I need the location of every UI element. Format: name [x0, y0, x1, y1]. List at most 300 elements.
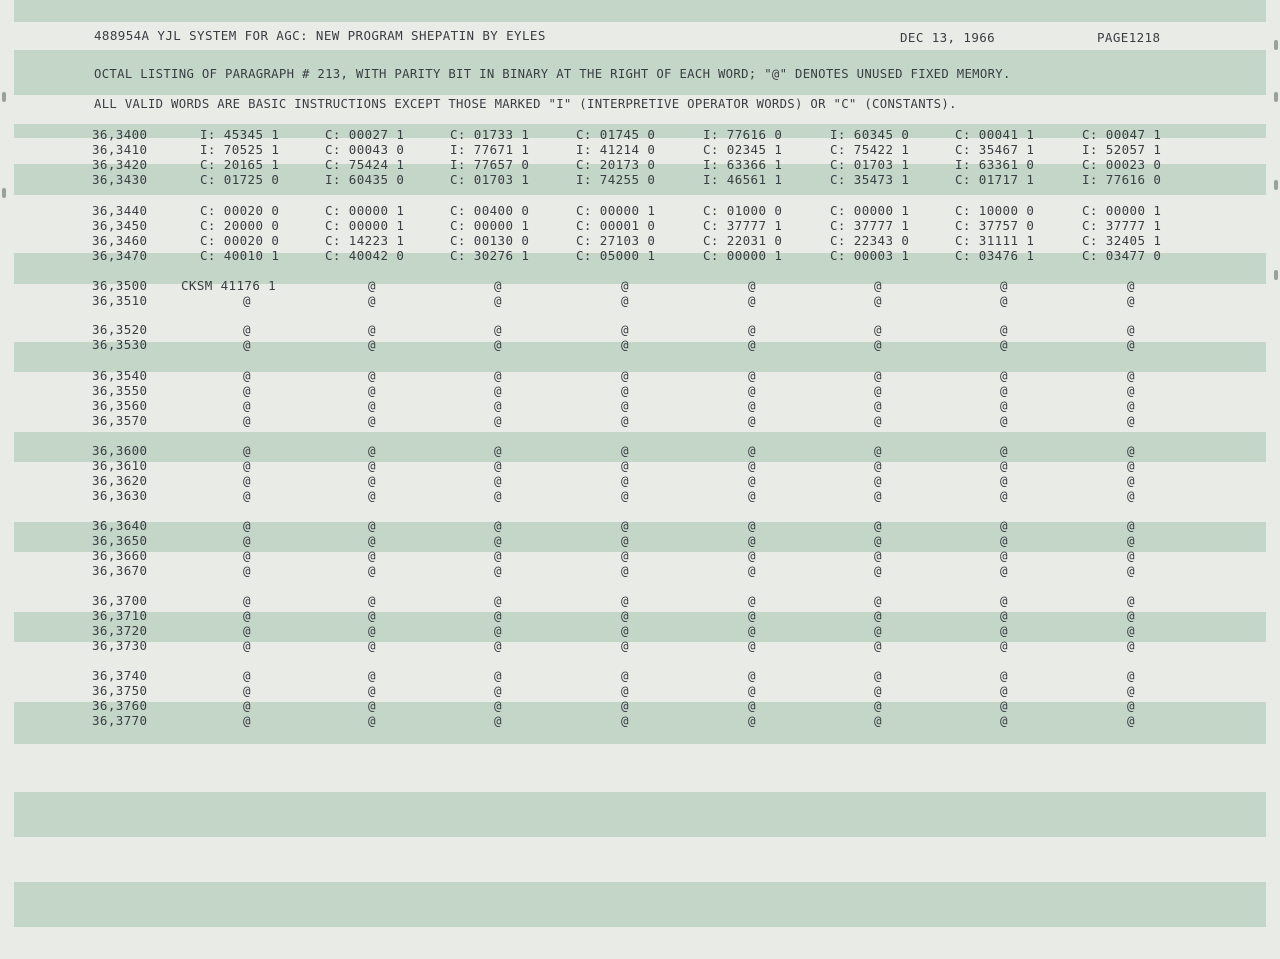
unused-word: @ — [621, 713, 629, 728]
unused-word: @ — [1127, 322, 1135, 337]
memory-word: C: 37777 1 — [1082, 218, 1162, 233]
memory-word: C: 02345 1 — [703, 142, 783, 157]
unused-word: @ — [1127, 638, 1135, 653]
memory-word: C: 40042 0 — [325, 248, 405, 263]
memory-word: C: 03477 0 — [1082, 248, 1162, 263]
unused-word: @ — [494, 683, 502, 698]
unused-word: @ — [874, 488, 882, 503]
memory-word: I: 77671 1 — [450, 142, 530, 157]
unused-word: @ — [1000, 337, 1008, 352]
unused-word: @ — [243, 322, 251, 337]
memory-word: I: 74255 0 — [576, 172, 656, 187]
unused-word: @ — [243, 473, 251, 488]
memory-word: C: 75422 1 — [830, 142, 910, 157]
unused-word: @ — [494, 608, 502, 623]
memory-word: C: 00023 0 — [1082, 157, 1162, 172]
unused-word: @ — [494, 593, 502, 608]
unused-word: @ — [874, 458, 882, 473]
unused-word: @ — [243, 668, 251, 683]
memory-word: C: 00000 1 — [576, 203, 656, 218]
unused-word: @ — [1127, 293, 1135, 308]
unused-word: @ — [494, 413, 502, 428]
memory-word: C: 30276 1 — [450, 248, 530, 263]
row-address: 36,3660 — [92, 548, 148, 563]
memory-word: C: 00130 0 — [450, 233, 530, 248]
memory-word: C: 32405 1 — [1082, 233, 1162, 248]
unused-word: @ — [243, 488, 251, 503]
unused-word: @ — [368, 608, 376, 623]
unused-word: @ — [874, 518, 882, 533]
unused-word: @ — [1000, 293, 1008, 308]
unused-word: @ — [874, 398, 882, 413]
row-address: 36,3750 — [92, 683, 148, 698]
unused-word: @ — [368, 337, 376, 352]
green-band — [14, 522, 1266, 552]
unused-word: @ — [748, 593, 756, 608]
feed-hole-icon — [1274, 40, 1278, 50]
memory-word: C: 00000 1 — [325, 203, 405, 218]
memory-word: C: 14223 1 — [325, 233, 405, 248]
memory-word: C: 01000 0 — [703, 203, 783, 218]
unused-word: @ — [1000, 473, 1008, 488]
unused-word: @ — [494, 518, 502, 533]
unused-word: @ — [621, 293, 629, 308]
unused-word: @ — [874, 293, 882, 308]
unused-word: @ — [1000, 368, 1008, 383]
unused-word: @ — [368, 533, 376, 548]
unused-word: @ — [1127, 368, 1135, 383]
unused-word: @ — [368, 383, 376, 398]
unused-word: @ — [748, 713, 756, 728]
unused-word: @ — [621, 563, 629, 578]
memory-word: C: 01745 0 — [576, 127, 656, 142]
memory-word: C: 01703 1 — [830, 157, 910, 172]
unused-word: @ — [494, 443, 502, 458]
unused-word: @ — [748, 608, 756, 623]
unused-word: @ — [1000, 413, 1008, 428]
checksum-word: CKSM 41176 1 — [181, 278, 277, 293]
unused-word: @ — [1127, 563, 1135, 578]
unused-word: @ — [874, 337, 882, 352]
unused-word: @ — [621, 638, 629, 653]
memory-word: C: 40010 1 — [200, 248, 280, 263]
job-title: 488954A YJL SYSTEM FOR AGC: NEW PROGRAM SHEPATIN BY EYLES — [94, 28, 546, 43]
unused-word: @ — [621, 398, 629, 413]
row-address: 36,3420 — [92, 157, 148, 172]
unused-word: @ — [874, 443, 882, 458]
row-address: 36,3560 — [92, 398, 148, 413]
unused-word: @ — [1000, 608, 1008, 623]
memory-word: C: 31111 1 — [955, 233, 1035, 248]
memory-word: I: 52057 1 — [1082, 142, 1162, 157]
unused-word: @ — [1127, 337, 1135, 352]
unused-word: @ — [1000, 458, 1008, 473]
memory-word: C: 03476 1 — [955, 248, 1035, 263]
memory-word: C: 00001 0 — [576, 218, 656, 233]
row-address: 36,3500 — [92, 278, 148, 293]
unused-word: @ — [748, 638, 756, 653]
unused-word: @ — [243, 563, 251, 578]
row-address: 36,3550 — [92, 383, 148, 398]
memory-word: C: 20173 0 — [576, 157, 656, 172]
unused-word: @ — [1000, 443, 1008, 458]
memory-word: C: 37777 1 — [703, 218, 783, 233]
feed-hole-icon — [2, 188, 6, 198]
unused-word: @ — [621, 593, 629, 608]
unused-word: @ — [243, 398, 251, 413]
unused-word: @ — [621, 368, 629, 383]
unused-word: @ — [748, 668, 756, 683]
memory-word: I: 63366 1 — [703, 157, 783, 172]
unused-word: @ — [874, 698, 882, 713]
unused-word: @ — [494, 668, 502, 683]
row-address: 36,3640 — [92, 518, 148, 533]
unused-word: @ — [1000, 668, 1008, 683]
unused-word: @ — [1000, 698, 1008, 713]
row-address: 36,3440 — [92, 203, 148, 218]
unused-word: @ — [1000, 383, 1008, 398]
unused-word: @ — [243, 337, 251, 352]
unused-word: @ — [243, 443, 251, 458]
unused-word: @ — [621, 548, 629, 563]
unused-word: @ — [748, 398, 756, 413]
unused-word: @ — [621, 608, 629, 623]
memory-word: C: 05000 1 — [576, 248, 656, 263]
memory-word: C: 00000 1 — [325, 218, 405, 233]
unused-word: @ — [494, 368, 502, 383]
row-address: 36,3470 — [92, 248, 148, 263]
unused-word: @ — [243, 623, 251, 638]
unused-word: @ — [494, 278, 502, 293]
green-band — [14, 702, 1266, 744]
memory-word: C: 01717 1 — [955, 172, 1035, 187]
unused-word: @ — [621, 443, 629, 458]
unused-word: @ — [748, 368, 756, 383]
memory-word: C: 37757 0 — [955, 218, 1035, 233]
unused-word: @ — [1000, 683, 1008, 698]
unused-word: @ — [621, 698, 629, 713]
memory-word: C: 01703 1 — [450, 172, 530, 187]
unused-word: @ — [494, 488, 502, 503]
unused-word: @ — [494, 698, 502, 713]
unused-word: @ — [243, 683, 251, 698]
row-address: 36,3400 — [92, 127, 148, 142]
green-band — [14, 882, 1266, 927]
unused-word: @ — [748, 413, 756, 428]
unused-word: @ — [368, 563, 376, 578]
unused-word: @ — [621, 383, 629, 398]
unused-word: @ — [1127, 458, 1135, 473]
unused-word: @ — [368, 518, 376, 533]
memory-word: C: 00000 1 — [1082, 203, 1162, 218]
unused-word: @ — [621, 413, 629, 428]
unused-word: @ — [874, 563, 882, 578]
row-address: 36,3730 — [92, 638, 148, 653]
unused-word: @ — [1127, 398, 1135, 413]
memory-word: C: 00000 1 — [830, 203, 910, 218]
unused-word: @ — [368, 488, 376, 503]
unused-word: @ — [368, 593, 376, 608]
unused-word: @ — [494, 337, 502, 352]
memory-word: I: 63361 0 — [955, 157, 1035, 172]
row-address: 36,3670 — [92, 563, 148, 578]
row-address: 36,3430 — [92, 172, 148, 187]
memory-word: C: 20165 1 — [200, 157, 280, 172]
unused-word: @ — [1000, 713, 1008, 728]
feed-hole-icon — [1274, 270, 1278, 280]
unused-word: @ — [494, 293, 502, 308]
unused-word: @ — [1127, 278, 1135, 293]
unused-word: @ — [748, 293, 756, 308]
row-address: 36,3740 — [92, 668, 148, 683]
unused-word: @ — [243, 533, 251, 548]
row-address: 36,3520 — [92, 322, 148, 337]
row-address: 36,3450 — [92, 218, 148, 233]
unused-word: @ — [748, 488, 756, 503]
legend-line-1: OCTAL LISTING OF PARAGRAPH # 213, WITH PARITY BIT IN BINARY AT THE RIGHT OF EACH WORD; "@" DENOTES UNUSED FIXED MEMORY. — [94, 67, 1011, 81]
row-address: 36,3700 — [92, 593, 148, 608]
unused-word: @ — [1127, 443, 1135, 458]
memory-word: C: 00400 0 — [450, 203, 530, 218]
memory-word: I: 60435 0 — [325, 172, 405, 187]
unused-word: @ — [368, 458, 376, 473]
unused-word: @ — [494, 322, 502, 337]
unused-word: @ — [1000, 593, 1008, 608]
memory-word: C: 10000 0 — [955, 203, 1035, 218]
unused-word: @ — [243, 413, 251, 428]
unused-word: @ — [621, 533, 629, 548]
unused-word: @ — [368, 368, 376, 383]
feed-hole-icon — [1274, 92, 1278, 102]
unused-word: @ — [748, 518, 756, 533]
unused-word: @ — [748, 443, 756, 458]
unused-word: @ — [874, 322, 882, 337]
memory-word: C: 35467 1 — [955, 142, 1035, 157]
memory-word: C: 00000 1 — [450, 218, 530, 233]
unused-word: @ — [874, 368, 882, 383]
memory-word: C: 01725 0 — [200, 172, 280, 187]
unused-word: @ — [748, 533, 756, 548]
row-address: 36,3600 — [92, 443, 148, 458]
unused-word: @ — [1000, 623, 1008, 638]
unused-word: @ — [874, 533, 882, 548]
unused-word: @ — [621, 518, 629, 533]
unused-word: @ — [1127, 593, 1135, 608]
unused-word: @ — [1127, 488, 1135, 503]
unused-word: @ — [494, 623, 502, 638]
unused-word: @ — [874, 593, 882, 608]
unused-word: @ — [621, 623, 629, 638]
unused-word: @ — [494, 458, 502, 473]
unused-word: @ — [1127, 668, 1135, 683]
unused-word: @ — [1127, 713, 1135, 728]
unused-word: @ — [748, 473, 756, 488]
memory-word: C: 00041 1 — [955, 127, 1035, 142]
unused-word: @ — [874, 278, 882, 293]
memory-word: I: 46561 1 — [703, 172, 783, 187]
memory-word: I: 77616 0 — [1082, 172, 1162, 187]
row-address: 36,3760 — [92, 698, 148, 713]
unused-word: @ — [368, 322, 376, 337]
unused-word: @ — [1127, 533, 1135, 548]
memory-word: C: 00003 1 — [830, 248, 910, 263]
unused-word: @ — [368, 548, 376, 563]
print-date: DEC 13, 1966 — [900, 30, 996, 45]
unused-word: @ — [368, 698, 376, 713]
unused-word: @ — [621, 278, 629, 293]
green-band — [14, 432, 1266, 462]
unused-word: @ — [368, 713, 376, 728]
memory-word: I: 77657 0 — [450, 157, 530, 172]
unused-word: @ — [243, 698, 251, 713]
unused-word: @ — [1127, 548, 1135, 563]
unused-word: @ — [368, 293, 376, 308]
memory-word: I: 45345 1 — [200, 127, 280, 142]
unused-word: @ — [621, 488, 629, 503]
memory-word: C: 22031 0 — [703, 233, 783, 248]
row-address: 36,3610 — [92, 458, 148, 473]
row-address: 36,3620 — [92, 473, 148, 488]
unused-word: @ — [1000, 278, 1008, 293]
unused-word: @ — [1000, 638, 1008, 653]
memory-word: C: 00020 0 — [200, 233, 280, 248]
unused-word: @ — [494, 398, 502, 413]
unused-word: @ — [1000, 322, 1008, 337]
unused-word: @ — [621, 322, 629, 337]
unused-word: @ — [874, 608, 882, 623]
unused-word: @ — [748, 278, 756, 293]
unused-word: @ — [243, 548, 251, 563]
unused-word: @ — [621, 683, 629, 698]
unused-word: @ — [874, 713, 882, 728]
unused-word: @ — [494, 638, 502, 653]
memory-word: I: 77616 0 — [703, 127, 783, 142]
green-band — [14, 792, 1266, 837]
unused-word: @ — [874, 383, 882, 398]
page-number: PAGE1218 — [1097, 30, 1161, 45]
unused-word: @ — [621, 458, 629, 473]
unused-word: @ — [368, 278, 376, 293]
row-address: 36,3650 — [92, 533, 148, 548]
unused-word: @ — [874, 638, 882, 653]
unused-word: @ — [748, 623, 756, 638]
unused-word: @ — [494, 713, 502, 728]
green-band — [14, 612, 1266, 642]
unused-word: @ — [494, 563, 502, 578]
unused-word: @ — [243, 383, 251, 398]
unused-word: @ — [621, 668, 629, 683]
unused-word: @ — [368, 413, 376, 428]
unused-word: @ — [368, 473, 376, 488]
unused-word: @ — [368, 398, 376, 413]
memory-word: C: 00047 1 — [1082, 127, 1162, 142]
unused-word: @ — [748, 322, 756, 337]
unused-word: @ — [748, 548, 756, 563]
unused-word: @ — [494, 548, 502, 563]
memory-word: I: 70525 1 — [200, 142, 280, 157]
unused-word: @ — [368, 443, 376, 458]
unused-word: @ — [1000, 533, 1008, 548]
memory-word: C: 01733 1 — [450, 127, 530, 142]
unused-word: @ — [748, 563, 756, 578]
unused-word: @ — [243, 458, 251, 473]
unused-word: @ — [1000, 488, 1008, 503]
unused-word: @ — [243, 368, 251, 383]
row-address: 36,3710 — [92, 608, 148, 623]
unused-word: @ — [748, 337, 756, 352]
unused-word: @ — [1127, 698, 1135, 713]
unused-word: @ — [368, 623, 376, 638]
unused-word: @ — [1127, 413, 1135, 428]
memory-word: C: 37777 1 — [830, 218, 910, 233]
unused-word: @ — [1000, 548, 1008, 563]
unused-word: @ — [748, 458, 756, 473]
memory-word: C: 20000 0 — [200, 218, 280, 233]
unused-word: @ — [874, 473, 882, 488]
row-address: 36,3410 — [92, 142, 148, 157]
row-address: 36,3720 — [92, 623, 148, 638]
unused-word: @ — [874, 683, 882, 698]
unused-word: @ — [1127, 473, 1135, 488]
feed-hole-icon — [2, 92, 6, 102]
memory-word: C: 00000 1 — [703, 248, 783, 263]
unused-word: @ — [874, 668, 882, 683]
memory-word: C: 75424 1 — [325, 157, 405, 172]
memory-word: I: 60345 0 — [830, 127, 910, 142]
memory-word: C: 35473 1 — [830, 172, 910, 187]
unused-word: @ — [243, 608, 251, 623]
memory-word: C: 00027 1 — [325, 127, 405, 142]
unused-word: @ — [748, 383, 756, 398]
unused-word: @ — [1127, 623, 1135, 638]
memory-word: C: 22343 0 — [830, 233, 910, 248]
unused-word: @ — [1127, 608, 1135, 623]
unused-word: @ — [1127, 683, 1135, 698]
unused-word: @ — [243, 638, 251, 653]
memory-word: C: 27103 0 — [576, 233, 656, 248]
unused-word: @ — [243, 293, 251, 308]
unused-word: @ — [494, 533, 502, 548]
unused-word: @ — [243, 593, 251, 608]
unused-word: @ — [621, 337, 629, 352]
unused-word: @ — [368, 683, 376, 698]
unused-word: @ — [243, 713, 251, 728]
row-address: 36,3570 — [92, 413, 148, 428]
feed-hole-icon — [1274, 180, 1278, 190]
row-address: 36,3460 — [92, 233, 148, 248]
row-address: 36,3540 — [92, 368, 148, 383]
memory-word: C: 00043 0 — [325, 142, 405, 157]
memory-word: I: 41214 0 — [576, 142, 656, 157]
green-band — [14, 0, 1266, 22]
unused-word: @ — [243, 518, 251, 533]
legend-line-2: ALL VALID WORDS ARE BASIC INSTRUCTIONS EXCEPT THOSE MARKED "I" (INTERPRETIVE OPERATOR WORDS) OR "C" (CONSTANTS). — [94, 97, 957, 111]
unused-word: @ — [1000, 398, 1008, 413]
unused-word: @ — [494, 383, 502, 398]
unused-word: @ — [621, 473, 629, 488]
row-address: 36,3510 — [92, 293, 148, 308]
unused-word: @ — [368, 638, 376, 653]
unused-word: @ — [368, 668, 376, 683]
unused-word: @ — [1000, 563, 1008, 578]
unused-word: @ — [874, 413, 882, 428]
unused-word: @ — [494, 473, 502, 488]
unused-word: @ — [1127, 383, 1135, 398]
unused-word: @ — [748, 683, 756, 698]
row-address: 36,3530 — [92, 337, 148, 352]
unused-word: @ — [1127, 518, 1135, 533]
unused-word: @ — [1000, 518, 1008, 533]
